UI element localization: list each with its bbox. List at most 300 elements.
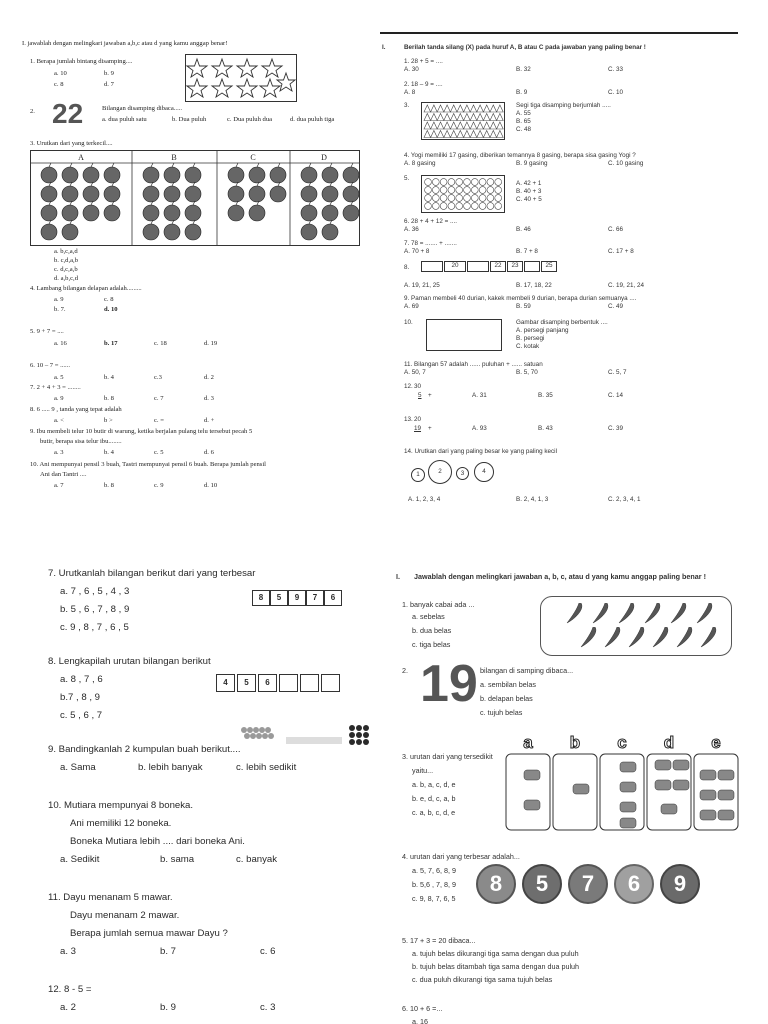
option-c: c. dua puluh dikurangi tiga sama tujuh belas <box>412 975 553 984</box>
apple-icon <box>143 167 159 183</box>
option-c: c. 6 <box>260 946 276 957</box>
option-b: B. 59 <box>516 303 531 310</box>
option-b: b. 4 <box>104 374 114 381</box>
question-5-number: 5. <box>404 175 410 182</box>
apple-icon <box>164 224 180 240</box>
option-a: a. 2 <box>60 1002 77 1013</box>
option-b: B. 2, 4, 1, 3 <box>516 496 549 503</box>
question-2-number: 2. <box>402 666 408 675</box>
circle-icon <box>456 195 463 202</box>
question-10: 10. Ani mempunyai pensil 3 buah, Tastri mempunyai pensil 6 buah. Berapa jumlah pensil <box>30 461 267 468</box>
apple-icon <box>104 186 120 202</box>
question-9: 9. Ibu membeli telur 10 butir di warung, ketika berjalan pulang telu tersebut pecah 5 <box>30 428 253 435</box>
apple-icon <box>41 167 57 183</box>
car-icon <box>700 810 716 820</box>
circle-icon <box>495 179 502 186</box>
apple-icon <box>249 167 265 183</box>
column-label-c: C <box>250 153 256 162</box>
addend-top: 20 <box>414 416 422 423</box>
triangle-grid <box>421 102 505 140</box>
sequence-box: 20 <box>444 261 466 272</box>
triangle-icon <box>431 122 438 129</box>
car-icon <box>655 780 671 790</box>
option-b: b. 9 <box>160 1002 177 1013</box>
option-b: B. 65 <box>516 118 531 125</box>
apple-stem-icon <box>151 163 153 167</box>
option-c: c. tiga belas <box>412 640 451 649</box>
number-ball: 7 <box>568 864 608 904</box>
question-7: 7. 78 = ....... + ....... <box>404 240 457 247</box>
triangle-icon <box>464 122 471 129</box>
question-8-number: 8. <box>404 264 410 271</box>
triangle-icon <box>483 105 490 112</box>
question-10-line-2: Ani memiliki 12 boneka. <box>70 818 172 829</box>
option-c: c. lebih sedikit <box>236 762 297 773</box>
triangle-icons <box>422 103 504 139</box>
question-8: 8. Lengkapilah urutan bilangan berikut <box>48 656 211 667</box>
number-sequence-boxes <box>421 261 557 272</box>
triangle-icon <box>497 122 504 129</box>
car-icon <box>620 782 636 792</box>
triangle-icon <box>444 105 451 112</box>
number-ball: 5 <box>522 864 562 904</box>
option-d: d. 3 <box>204 395 214 402</box>
apple-icon <box>164 205 180 221</box>
apple-icon <box>164 167 180 183</box>
circle-icon <box>448 203 455 210</box>
option-a: a. 9 <box>54 395 64 402</box>
apple-stem-icon <box>91 163 93 167</box>
worksheet-panel-top-left <box>22 30 362 520</box>
circle-icon <box>432 195 439 202</box>
option-b: b. 8 <box>104 482 114 489</box>
triangle-icon <box>477 131 484 138</box>
question-12-number: 12. <box>404 383 413 390</box>
question-6: 6. 28 + 4 + 12 = .... <box>404 218 458 225</box>
triangle-icon <box>431 131 438 138</box>
apple-icon <box>143 224 159 240</box>
option-a: a. 7 , 6 , 5 , 4 , 3 <box>60 586 130 597</box>
apple-stem-icon <box>236 163 238 167</box>
triangle-icon <box>444 131 451 138</box>
triangle-icon <box>490 105 497 112</box>
triangle-icon <box>424 122 431 129</box>
option-b: B. 40 + 3 <box>516 188 542 195</box>
question-4: 4. Yogi memiliki 17 gasing, diberikan temannya 8 gasing, berapa sisa gasing Yogi ? <box>404 152 636 159</box>
number-ball: 6 <box>614 864 654 904</box>
option-a: a. sembilan belas <box>480 680 536 689</box>
option-b: B. 43 <box>538 425 553 432</box>
option-c: C. 17 + 8 <box>608 248 634 255</box>
car-icon <box>620 802 636 812</box>
question-1: 1. banyak cabai ada ... <box>402 600 475 609</box>
circle-grid <box>421 175 505 213</box>
circle-icon <box>432 203 439 210</box>
sequence-box <box>321 674 340 692</box>
circle-icon <box>432 179 439 186</box>
circle-icon <box>464 203 471 210</box>
worksheet-panel-bottom-right <box>392 562 752 1024</box>
option-c: C. 39 <box>608 425 624 432</box>
apple-icon <box>301 186 317 202</box>
option-c: c. a, b, c, d, e <box>412 808 456 817</box>
option-a: A. 70 + 8 <box>404 248 430 255</box>
option-c: C. 14 <box>608 392 624 399</box>
apple-icon <box>83 167 99 183</box>
option-a: a. < <box>54 417 64 424</box>
column-label-c: c <box>617 734 627 752</box>
option-a: A. 36 <box>404 226 419 233</box>
circle-icon <box>479 187 486 194</box>
car-icon <box>524 800 540 810</box>
triangle-icon <box>457 105 464 112</box>
big-number: 22 <box>52 98 84 129</box>
option-a: A. 1, 2, 3, 4 <box>408 496 441 503</box>
option-c: c. 9 <box>154 482 164 489</box>
question-9: 9. Bandingkanlah 2 kumpulan buah berikut.... <box>48 744 241 755</box>
option-a: a. 16 <box>54 340 67 347</box>
triangle-icon <box>437 114 444 121</box>
question-3-line-2: yaitu... <box>412 766 434 775</box>
car-icon <box>718 770 734 780</box>
apple-icon <box>343 205 359 221</box>
circle-icon <box>479 203 486 210</box>
sequence-box: 5 <box>237 674 256 692</box>
apple-icon <box>322 167 338 183</box>
option-c: c. 9, 8, 7, 6, 5 <box>412 894 456 903</box>
sequence-box: 6 <box>258 674 277 692</box>
circle-icon <box>440 195 447 202</box>
question-3: 3. urutan dari yang tersedikit <box>402 752 493 761</box>
plus-sign: + <box>428 425 432 432</box>
option-c: c. = <box>154 417 164 424</box>
column-label-d: D <box>321 153 327 162</box>
apple-icon <box>249 186 265 202</box>
option-c: c. Dua puluh dua <box>227 116 273 123</box>
question-2: 2. 18 – 9 = .... <box>404 81 443 88</box>
apple-icon <box>301 167 317 183</box>
option-b: b. tujuh belas ditambah tiga sama dengan dua puluh <box>412 962 580 971</box>
option-b: b. dua belas <box>412 626 452 635</box>
chili-icon <box>619 603 634 623</box>
triangle-icon <box>490 122 497 129</box>
car-groups-drawing <box>504 734 740 832</box>
option-b: B. 46 <box>516 226 531 233</box>
option-c: c. 5 <box>154 449 164 456</box>
triangle-icon <box>497 105 504 112</box>
apple-icon <box>228 167 244 183</box>
sequence-box: 4 <box>216 674 235 692</box>
chili-icon <box>629 627 644 647</box>
chili-icon <box>581 627 596 647</box>
option-a: a. Sedikit <box>60 854 100 865</box>
circle-icon <box>487 203 494 210</box>
triangle-icon <box>424 131 431 138</box>
option-a: a. 3 <box>60 946 77 957</box>
triangle-icon <box>470 131 477 138</box>
option-a: A. 69 <box>404 303 419 310</box>
option-a: a. 5, 7, 6, 8, 9 <box>412 866 456 875</box>
triangle-icon <box>483 131 490 138</box>
option-a: a. b, a, c, d, e <box>412 780 456 789</box>
triangle-icon <box>457 122 464 129</box>
apple-icon <box>164 186 180 202</box>
triangle-icon <box>464 114 471 121</box>
option-d: d. 10 <box>204 482 218 489</box>
option-a: A. 8 <box>404 89 416 96</box>
car-icon <box>673 760 689 770</box>
circle-icon <box>425 195 432 202</box>
circle-icon <box>479 179 486 186</box>
option-a: A. 93 <box>472 425 487 432</box>
apple-icon <box>104 167 120 183</box>
option-c: c. 8 <box>54 81 64 88</box>
triangle-icon <box>457 114 464 121</box>
triangle-icon <box>470 105 477 112</box>
circle-icon <box>487 179 494 186</box>
option-b: B. 5, 70 <box>516 369 538 376</box>
question-4: 4. Lambang bilangan delapan adalah......... <box>30 285 142 292</box>
triangle-icon <box>444 114 451 121</box>
triangle-icon <box>424 114 431 121</box>
question-13-number: 13. <box>404 416 413 423</box>
question-1: 1. 28 + 5 = .... <box>404 58 443 65</box>
option-a: a. sebelas <box>412 612 445 621</box>
column-label-a: a <box>523 734 533 752</box>
apple-icon <box>41 205 57 221</box>
question-7: 7. 2 + 4 + 3 = ........ <box>30 384 81 391</box>
option-c: C. 33 <box>608 66 624 73</box>
big-number: 19 <box>420 655 478 713</box>
option-a: a. 3 <box>54 449 64 456</box>
option-a: a. dua puluh satu <box>102 116 147 123</box>
option-d: d. a,b,c,d <box>54 275 78 282</box>
car-icon <box>620 818 636 828</box>
option-c: C. 48 <box>516 126 532 133</box>
apple-stem-icon <box>309 163 311 167</box>
car-icon <box>573 784 589 794</box>
column-label-b: B <box>171 153 177 162</box>
chili-icon <box>605 627 620 647</box>
triangle-icon <box>497 131 504 138</box>
apple-icon <box>104 205 120 221</box>
option-a: A. persegi panjang <box>516 327 569 334</box>
triangle-icon <box>483 122 490 129</box>
apple-groups <box>31 151 359 245</box>
option-a: A. 8 gasing <box>404 160 436 167</box>
option-b: b. 7. <box>54 306 66 313</box>
circle-icon <box>425 179 432 186</box>
question-10-number: 10. <box>404 319 413 326</box>
question-2-number: 2. <box>30 108 35 115</box>
option-b: b. 8 <box>104 395 114 402</box>
circle-icon <box>448 195 455 202</box>
triangle-icon <box>490 114 497 121</box>
option-c: c.3 <box>154 374 162 381</box>
apple-icon <box>185 167 201 183</box>
number-boxes <box>252 590 342 606</box>
triangle-icon <box>497 114 504 121</box>
option-c: C. 49 <box>608 303 624 310</box>
option-a: A. 42 + 1 <box>516 180 542 187</box>
circle-icon <box>448 179 455 186</box>
option-b: b. 7 <box>160 946 177 957</box>
circle-icon <box>495 187 502 194</box>
column-label-b: b <box>569 734 581 752</box>
triangle-icon <box>444 122 451 129</box>
sequence-boxes <box>216 674 340 692</box>
option-c: C. 5, 7 <box>608 369 627 376</box>
apple-groups-table <box>30 150 360 246</box>
addend-bottom: 5 <box>418 392 422 399</box>
sequence-box <box>467 261 489 272</box>
addend-bottom: 19 <box>414 425 422 432</box>
option-c: c. 3 <box>260 1002 276 1013</box>
option-b: B. 17, 18, 22 <box>516 282 552 289</box>
number-box: 8 <box>252 590 270 606</box>
option-c: C. 19, 21, 24 <box>608 282 645 289</box>
question-14: 14. Urutkan dari yang paling besar ke yang paling kecil <box>404 448 557 455</box>
apple-icon <box>143 205 159 221</box>
sequence-box <box>524 261 540 272</box>
number-box: 6 <box>324 590 342 606</box>
car-groups <box>504 734 740 832</box>
question-10-line-3: Boneka Mutiara lebih .... dari boneka Ani. <box>70 836 245 847</box>
option-b: b > <box>104 417 113 424</box>
number-box: 5 <box>270 590 288 606</box>
option-b: b. 5 , 6 , 7 , 8 , 9 <box>60 604 130 615</box>
option-a: A. 55 <box>516 110 531 117</box>
car-icon <box>700 790 716 800</box>
apple-icon <box>143 186 159 202</box>
option-c: c. 7 <box>154 395 164 402</box>
circle-icon <box>464 187 471 194</box>
apple-icon <box>322 186 338 202</box>
triangle-icon <box>437 105 444 112</box>
car-icon <box>718 810 734 820</box>
apple-icon <box>322 224 338 240</box>
circle-icon <box>464 179 471 186</box>
option-b: b. e, d, c, a, b <box>412 794 456 803</box>
apple-icon <box>270 186 286 202</box>
apple-icon <box>83 205 99 221</box>
section-header: I. jawablah dengan melingkari jawaban a,b,c atau d yang kamu anggap benar! <box>22 40 228 47</box>
circle-icons <box>422 176 504 212</box>
option-c: c. d,c,a,b <box>54 266 78 273</box>
rectangle-shape <box>426 319 502 351</box>
triangle-icon <box>437 122 444 129</box>
apple-icon <box>228 205 244 221</box>
apple-icon <box>62 186 78 202</box>
option-a: a. 10 <box>54 70 67 77</box>
option-b: b. 17 <box>104 340 118 347</box>
worksheet-panel-bottom-left <box>40 562 380 1024</box>
option-c: c. 9 , 8 , 7 , 6 , 5 <box>60 622 129 633</box>
chili-icon <box>677 627 692 647</box>
chili-icon <box>697 603 712 623</box>
option-d: d. 10 <box>104 306 118 313</box>
option-c: C. 10 <box>608 89 624 96</box>
car-icon <box>700 770 716 780</box>
chili-icon <box>567 603 582 623</box>
question-8: 8. 6 ..... 9 , tanda yang tepat adalah <box>30 406 122 413</box>
number-circle: 1 <box>411 468 425 482</box>
option-c: c. 5 , 6 , 7 <box>60 710 103 721</box>
apple-stem-icon <box>172 163 174 167</box>
apple-icon <box>249 205 265 221</box>
question-6: 6. 10 + 6 =... <box>402 1004 443 1013</box>
chili-icon <box>701 627 716 647</box>
apple-stem-icon <box>330 163 332 167</box>
option-d: d. dua puluh tiga <box>290 116 335 123</box>
circle-icon <box>440 187 447 194</box>
option-b: b. lebih banyak <box>138 762 203 773</box>
triangle-icon <box>477 114 484 121</box>
option-b: b. delapan belas <box>480 694 533 703</box>
fruit-icons <box>240 724 380 752</box>
apple-icon <box>41 186 57 202</box>
triangle-icon <box>483 114 490 121</box>
apple-stem-icon <box>49 163 51 167</box>
option-b: b. c,d,a,b <box>54 257 78 264</box>
triangle-icon <box>464 131 471 138</box>
triangle-icon <box>431 114 438 121</box>
apple-icon <box>343 167 359 183</box>
question-10: 10. Mutiara mempunyai 8 boneka. <box>48 800 194 811</box>
apple-icon <box>83 186 99 202</box>
circle-icon <box>479 195 486 202</box>
column-label-d: d <box>663 734 675 752</box>
apple-icon <box>41 224 57 240</box>
triangle-icon <box>450 122 457 129</box>
apple-stem-icon <box>278 163 280 167</box>
question-10-cont: Ani dan Tantri .... <box>40 471 87 478</box>
circle-icon <box>440 179 447 186</box>
section-number: I. <box>396 572 400 581</box>
chili-icon <box>645 603 660 623</box>
question-6: 6. 10 – 7 = ...... <box>30 362 70 369</box>
number-box: 9 <box>288 590 306 606</box>
option-b: B. 9 gasing <box>516 160 548 167</box>
question-2: Bilangan disamping dibaca..... <box>102 105 183 112</box>
chili-icon <box>671 603 686 623</box>
option-a: a. Sama <box>60 762 96 773</box>
question-3: Segi tiga disamping berjumlah ..... <box>516 102 611 109</box>
option-c: C. kotak <box>516 343 540 350</box>
sequence-box <box>279 674 298 692</box>
circle-icon <box>471 179 478 186</box>
option-b: B. 7 + 8 <box>516 248 538 255</box>
triangle-icon <box>450 105 457 112</box>
sequence-box: 22 <box>490 261 506 272</box>
apple-icon <box>185 205 201 221</box>
number-box: 7 <box>306 590 324 606</box>
number-ball: 9 <box>660 864 700 904</box>
circle-icon <box>464 195 471 202</box>
option-a: a. 8 , 7 , 6 <box>60 674 103 685</box>
car-icon <box>620 762 636 772</box>
circle-icon <box>487 187 494 194</box>
triangle-icon <box>450 114 457 121</box>
option-c: c. tujuh belas <box>480 708 523 717</box>
option-a: A. 30 <box>404 66 419 73</box>
worksheet-panel-top-right <box>378 30 740 520</box>
plus-sign: + <box>428 392 432 399</box>
sequence-box <box>300 674 319 692</box>
question-11: 11. Bilangan 57 adalah ...... puluhan + ...... satuan <box>404 361 543 368</box>
option-d: d. 19 <box>204 340 218 347</box>
circle-icon <box>425 187 432 194</box>
